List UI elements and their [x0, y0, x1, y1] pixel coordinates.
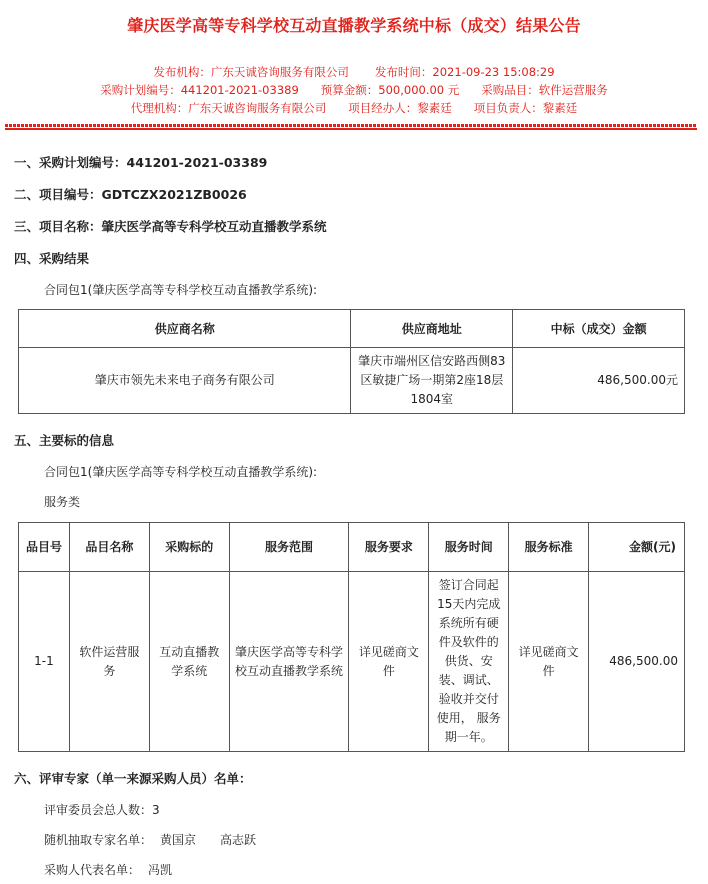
- project-manager: 项目经办人：黎素廷: [348, 101, 452, 115]
- service-requirement: 详见磋商文件: [349, 572, 429, 752]
- committee-count: 评审委员会总人数：3: [44, 803, 160, 817]
- meta-line-2: [0, 82, 708, 98]
- header-divider: [5, 124, 697, 127]
- section-project-number: 二、项目编号：GDTCZX2021ZB0026: [14, 187, 247, 202]
- random-experts-label: 随机抽取专家名单：: [44, 833, 153, 847]
- meta-line-3: [0, 100, 708, 116]
- header-item-name: 品目名称: [69, 523, 149, 572]
- service-scope: 肇庆医学高等专科学校互动直播教学系统: [229, 572, 349, 752]
- meta-line-1: [0, 64, 708, 80]
- section-experts: 六、评审专家（单一来源采购人员）名单：: [14, 771, 252, 786]
- subject-category: 服务类: [44, 495, 81, 509]
- section-procurement-result: 四、采购结果: [14, 251, 90, 266]
- result-table-header: [19, 310, 685, 348]
- representative-name: 冯凯: [148, 863, 173, 877]
- expert-name: 高志跃: [220, 833, 257, 847]
- expert-name: 黄国京: [160, 833, 197, 847]
- table-row: [19, 572, 685, 752]
- procurement-category: 采购品目：软件运营服务: [481, 83, 608, 97]
- purchaser-representative: [44, 861, 172, 878]
- result-package-label: 合同包1(肇庆医学高等专科学校互动直播教学系统):: [44, 283, 318, 297]
- item-number: 1-1: [19, 572, 70, 752]
- result-table: [18, 309, 685, 414]
- header-award-amount: 中标（成交）金额: [513, 310, 685, 348]
- service-time: 签订合同起15天内完成系统所有硬件及软件的供货、安装、调试、验收并交付使用， 服务期一年。: [429, 572, 509, 752]
- header-item-number: 品目号: [19, 523, 70, 572]
- item-amount: 486,500.00: [589, 572, 685, 752]
- supplier-address: 肇庆市端州区信安路西侧83区敏捷广场一期第2座18层1804室: [351, 348, 513, 414]
- project-leader: 项目负责人：黎素廷: [473, 101, 578, 115]
- header-service-time: 服务时间: [429, 523, 509, 572]
- supplier-name: 肇庆市领先未来电子商务有限公司: [19, 348, 351, 414]
- budget-amount: 预算金额：500,000.00 元: [320, 83, 460, 97]
- header-amount: 金额(元): [589, 523, 685, 572]
- subject-table: [18, 522, 685, 752]
- header-service-requirement: 服务要求: [349, 523, 429, 572]
- table-row: [19, 348, 685, 414]
- agency: 代理机构：广东天诚咨询服务有限公司: [130, 101, 327, 115]
- page-title: 肇庆医学高等专科学校互动直播教学系统中标（成交）结果公告: [127, 16, 581, 35]
- plan-number: 采购计划编号：441201-2021-03389: [100, 83, 299, 97]
- header-procurement-target: 采购标的: [149, 523, 229, 572]
- representative-label: 采购人代表名单：: [44, 863, 141, 877]
- service-standard: 详见磋商文件: [509, 572, 589, 752]
- section-subject-info: 五、主要标的信息: [14, 433, 115, 448]
- header-supplier-address: 供应商地址: [351, 310, 513, 348]
- procurement-target: 互动直播教学系统: [149, 572, 229, 752]
- item-name: 软件运营服务: [69, 572, 149, 752]
- section-project-name: 三、项目名称：肇庆医学高等专科学校互动直播教学系统: [14, 219, 327, 234]
- header-supplier-name: 供应商名称: [19, 310, 351, 348]
- award-amount: 486,500.00元: [513, 348, 685, 414]
- section-plan-number: 一、采购计划编号：441201-2021-03389: [14, 155, 268, 170]
- header-service-standard: 服务标准: [509, 523, 589, 572]
- header-divider-solid: [5, 128, 697, 130]
- publisher: 发布机构：广东天诚咨询服务有限公司: [153, 65, 349, 79]
- publish-time: 发布时间：2021-09-23 15:08:29: [374, 65, 555, 79]
- subject-table-header: [19, 523, 685, 572]
- header-service-scope: 服务范围: [229, 523, 349, 572]
- subject-package-label: 合同包1(肇庆医学高等专科学校互动直播教学系统):: [44, 465, 318, 479]
- random-experts: [44, 831, 256, 848]
